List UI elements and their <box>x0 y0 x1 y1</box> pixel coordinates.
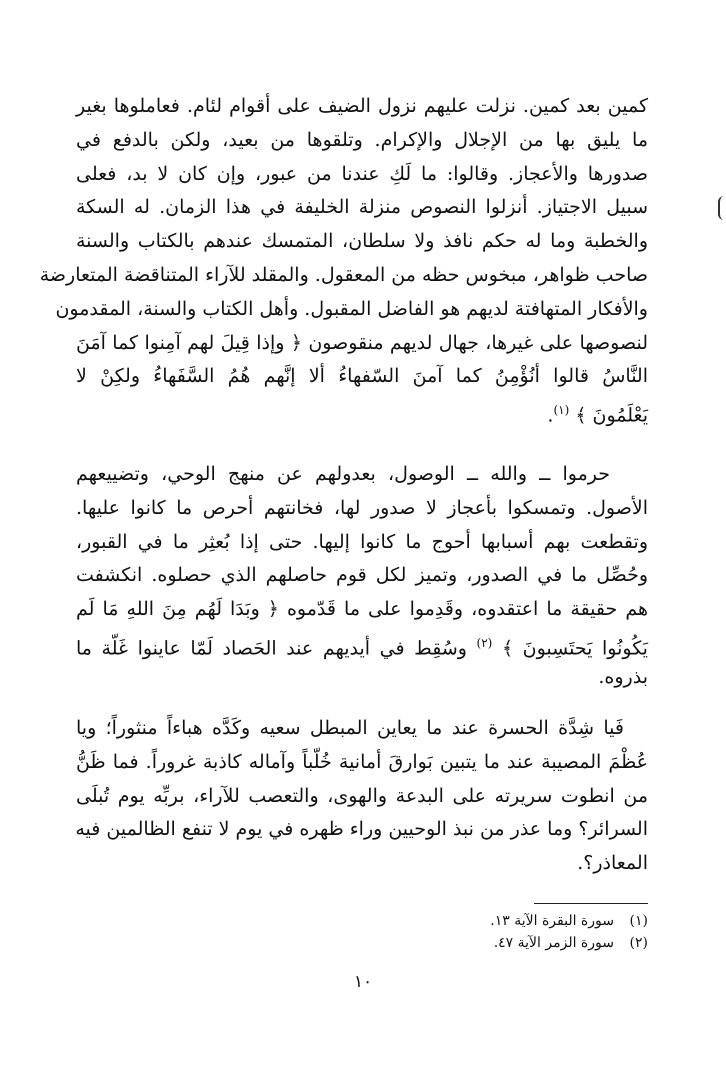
text-line: سبيل الاجتياز. أنزلوا النصوص منزلة الخليفة في هذا الزمان. له السكة <box>76 196 648 219</box>
text-line: صدورها والأعجاز. وقالوا: ما لَكِ عندنا من عبور، وإن كان لا بد، فعلى <box>76 162 648 185</box>
footnote-ref-2: (٢) <box>476 635 493 650</box>
text-line-last <box>76 394 648 428</box>
text-line: هم حقيقة ما اعتقدوه، وقَدِموا على ما قَدّموه ﴿ وبَدَا لَهُم مِنَ اللهِ مَا لَم <box>76 598 648 621</box>
footnote-text: سورة الزمر الآية ٤٧. <box>493 935 614 951</box>
margin-bracket-mark <box>718 196 726 220</box>
footnote-2 <box>348 932 648 954</box>
footnotes <box>348 910 648 954</box>
text-line-with-footnote <box>76 627 648 661</box>
paragraph-3 <box>76 712 648 881</box>
text-line: لنصوصها على غيرها، جهال لديهم منقوصون ﴿ وإذا قِيلَ لهم آمِنوا كما آمَنَ <box>76 331 648 354</box>
text-line-last: بذروه. <box>598 665 648 688</box>
text-line: السرائر؟ وما عذر من نبذ الوحيين وراء ظهره في يوم لا تنفع الظالمين فيه <box>75 818 648 841</box>
paragraph-2 <box>76 458 648 695</box>
footnote-text: سورة البقرة الآية ١٣. <box>490 913 614 929</box>
text-line: صاحب ظواهر، مبخوس حظه من المعقول. والمقلد للآراء المتناقضة المتعارضة <box>39 263 648 286</box>
page-number: ١٠ <box>353 972 373 992</box>
text-line-last: المعاذر؟. <box>577 852 648 875</box>
footnote-number: (٢) <box>629 935 648 951</box>
sentence-end: . <box>547 404 554 427</box>
text-line: من انطوت سريرته على البدعة والهوى، والتعصب للآراء، بربِّه يوم تُبلَى <box>76 784 648 807</box>
text-line: والأفكار المتهافتة لديهم هو الفاضل المقبول. وأهل الكتاب والسنة، المقدمون <box>55 297 648 320</box>
text-fragment: وسُقِط في أيديهم عند الحَصاد لَمّا عاينوا غَلّة ما <box>76 637 467 660</box>
text-line: والخطبة وما له حكم نافذ ولا سلطان، المتمسك عندهم بالكتاب والسنة <box>76 230 648 253</box>
text-line: وتقطعت بهم أسبابها أحوج ما كانوا إليها. حتى إذا بُعثِر ما في القبور، <box>76 530 648 553</box>
text-line: وحُصِّل ما في الصدور، وتميز لكل قوم حاصلهم الذي حصلوه. انكشفت <box>76 564 648 587</box>
footnote-separator <box>534 903 648 904</box>
footnote-1 <box>348 910 648 932</box>
text-line: عُظْمَ المصيبة عند ما يتبين بَوارقَ أمانية خُلّباً وآماله كاذبة غروراً. فما ظَنُّ <box>76 750 648 773</box>
paragraph-1 <box>39 90 648 428</box>
text-line: النَّاسُ قالوا أنُؤْمِنُ كما آمنَ السّفهاءُ ألا إنَّهم هُمُ السَّفَهاءُ ولكِنْ لا <box>76 365 648 388</box>
text-line: فَيا شِدَّة الحسرة عند ما يعاين المبطل سعيه وكَدَّه هباءاً منثوراً؛ ويا <box>76 717 624 739</box>
text-line: كمين بعد كمين. نزلت عليهم نزول الضيف على أقوام لئام. فعاملوها بغير <box>76 95 648 117</box>
footnote-number: (١) <box>629 913 648 929</box>
footnote-ref-1: (١) <box>553 403 570 418</box>
quran-verse-end: يَعْلَمُونَ ﴾ <box>575 404 648 427</box>
text-line: الأصول. وتمسكوا بأعجاز لا صدور لها، فخانتهم أحرص ما كانوا عليها. <box>76 496 648 519</box>
quran-verse-end: يَكُونُوا يَحتَسِبونَ ﴾ <box>501 637 648 660</box>
text-line: حرموا ــ والله ــ الوصول، بعدولهم عن منهج الوحي، وتضييعهم <box>76 463 610 485</box>
text-line: ما يليق بها من الإجلال والإكرام. وتلقوها من بعيد، ولكن بالدفع في <box>76 128 648 151</box>
